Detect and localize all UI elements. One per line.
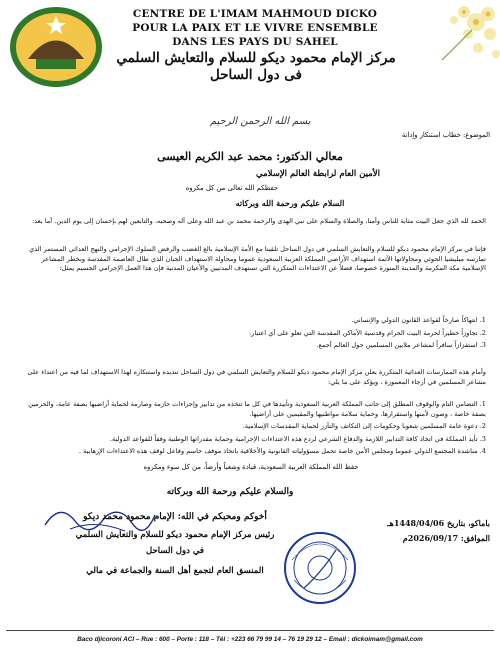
final-greeting: والسلام عليكم ورحمة الله وبركاته bbox=[166, 487, 294, 497]
recipient-wishes: حفظكم الله تعالى من كل مكروه bbox=[185, 184, 278, 192]
paragraph-2: وأمام هذه الممارسات العدائية المتكررة يعلن مركز الإمام محمود ديكو للسلام والتعايش السلمي في دول الساحل تنديده واستنكاره لهذا الاستهداف لما فيه من اعتداء على مشاعر المسلمين في أرجاء المعمورة ، ويؤكد على ما يلي: bbox=[27, 368, 486, 386]
list-2 bbox=[16, 400, 486, 460]
greeting: السلام عليكم ورحمة الله وبركاته bbox=[235, 198, 345, 208]
gregorian-date: الموافق: 2026/09/17م bbox=[402, 533, 490, 543]
list-item: 1. انتهاكاً صارخاً لقواعد القانون الدولي والإنساني. bbox=[351, 316, 486, 324]
signature-title-2: في دول الساحل bbox=[146, 546, 204, 556]
signature-name: أخوكم ومحبكم في الله: الإمام محمود محمد ديكو bbox=[83, 512, 267, 522]
flower-decoration-icon bbox=[402, 0, 500, 70]
closing-prayer: حفظ الله المملكة العربية السعودية، قيادة وشعباً وأرضاً، من كل سوء ومكروه bbox=[143, 463, 359, 471]
footer-contact: Baco djicoroni ACI – Rue : 600 – Porte : 118 – Tél : +223 66 79 99 14 – 76 19 29 12 – Email : dickoimam@gmail.com bbox=[77, 636, 423, 643]
center-logo bbox=[6, 4, 106, 90]
header-fr-line1: CENTRE DE L'IMAM MAHMOUD DICKO bbox=[132, 8, 378, 20]
hijri-date: باماكو، بتاريخ 1448/04/06هـ bbox=[387, 518, 490, 528]
subject-line: الموضوع: خطاب استنكار وإدانة bbox=[401, 131, 490, 139]
basmala: بسم الله الرحمن الرحيم bbox=[210, 116, 311, 127]
recipient-title: معالي الدكتور: محمد عبد الكريم العيسى bbox=[157, 150, 343, 163]
header-fr-line2: POUR LA PAIX ET LE VIVRE ENSEMBLE bbox=[132, 22, 378, 34]
header-ar-line2: فى دول الساحل bbox=[209, 67, 303, 83]
footer-divider bbox=[6, 630, 494, 631]
header-fr-line3: DANS LES PAYS DU SAHEL bbox=[172, 36, 338, 48]
list-item: 3. تأيد المملكة في اتخاذ كافة التدابير اللازمة والدفاع الشرعي لردع هذه الاعتداءات الإجرامية وحماية مقدراتها الوطنية وفقاً للقواعد الدولية. bbox=[109, 434, 486, 443]
list-item: 2. دعوة عامة المسلمين شعوبا وحكومات إلى التكاتف والتآزر لحماية المقدسات الإسلامية. bbox=[242, 422, 486, 431]
paragraph-1: فإننا في مركز الإمام محمود ديكو للسلام والتعايش السلمي في دول الساحل تلقينا مع الأمة الإسلامية بالغ الغضب والرفض السلوك الإجرامي والنهج العدائي المستمر الذي تمارسه ميليشيا الحوثي ومحاولاتها الآثمة استهداف الأراضي المملكة العربية السعودية عموما ومحاولة الاستهداف الجبان الذي طال العاصمة المقدسة وبخطر المشاعر الإسلامية مكة المكرمة والمدينة المنورة خصوصا، فضلاً عن الاعتداءات المتكررة التي تستهدف المدنيين والأعيان المدنية فإن هذا العمل الإجرامي الجسيم يمثل: bbox=[29, 245, 486, 273]
official-stamp bbox=[282, 530, 358, 606]
list-item: 4. مناشدة المجتمع الدولي عموما ومجلس الأمن خاصة تحمل مسؤولياته القانونية والأخلاقية باتخاذ موقف حاسم وفاعل لوقف هذه الاعتداءات الإرهابية . bbox=[78, 447, 486, 456]
header-ar-line1: مركز الإمام محمود ديكو للسلام والتعايش السلمي bbox=[116, 50, 396, 66]
list-1 bbox=[16, 316, 486, 354]
signature-title-1: رئيس مركز الإمام محمود ديكو للسلام والتعايش السلمي bbox=[75, 530, 275, 540]
list-item: 2. تجاوزاً خطيراً لحرمة البيت الحرام وقدسية الأماكن المقدسة التي تعلو على أي اعتبار. bbox=[249, 328, 486, 337]
signature-title-3: المنسق العام لتجمع أهل السنة والجماعة في مالي bbox=[86, 566, 264, 576]
recipient-position: الأمين العام لرابطة العالم الإسلامي bbox=[255, 169, 380, 179]
list-item: 1. التضامن التام والوقوف المطلق إلى جانب المملكة العربية السعودية وتأييدها في كل ما تتخذه من تدابير وإجراءات حازمة وصارمة لحماية أراضيها بصفة عامة، والحرمين بصفة خاصة ، وصون لأمنها واستقرارها، وحماية سلامة مواطنيها والمقيمين على أراضيها. bbox=[28, 400, 486, 418]
list-item: 3. استفزازاً سافراً لمشاعر ملايين المسلمين حول العالم أجمع. bbox=[316, 341, 486, 350]
intro-paragraph: الحمد لله الذي جعل البيت مثابة للناس وأمنا، والصلاة والسلام على نبي الهدى والرحمة محمد بن عبد الله وعلى آله وصحبه، والتابعين لهم بإحسان إلى يوم الدين. أما بعد: bbox=[31, 217, 486, 225]
